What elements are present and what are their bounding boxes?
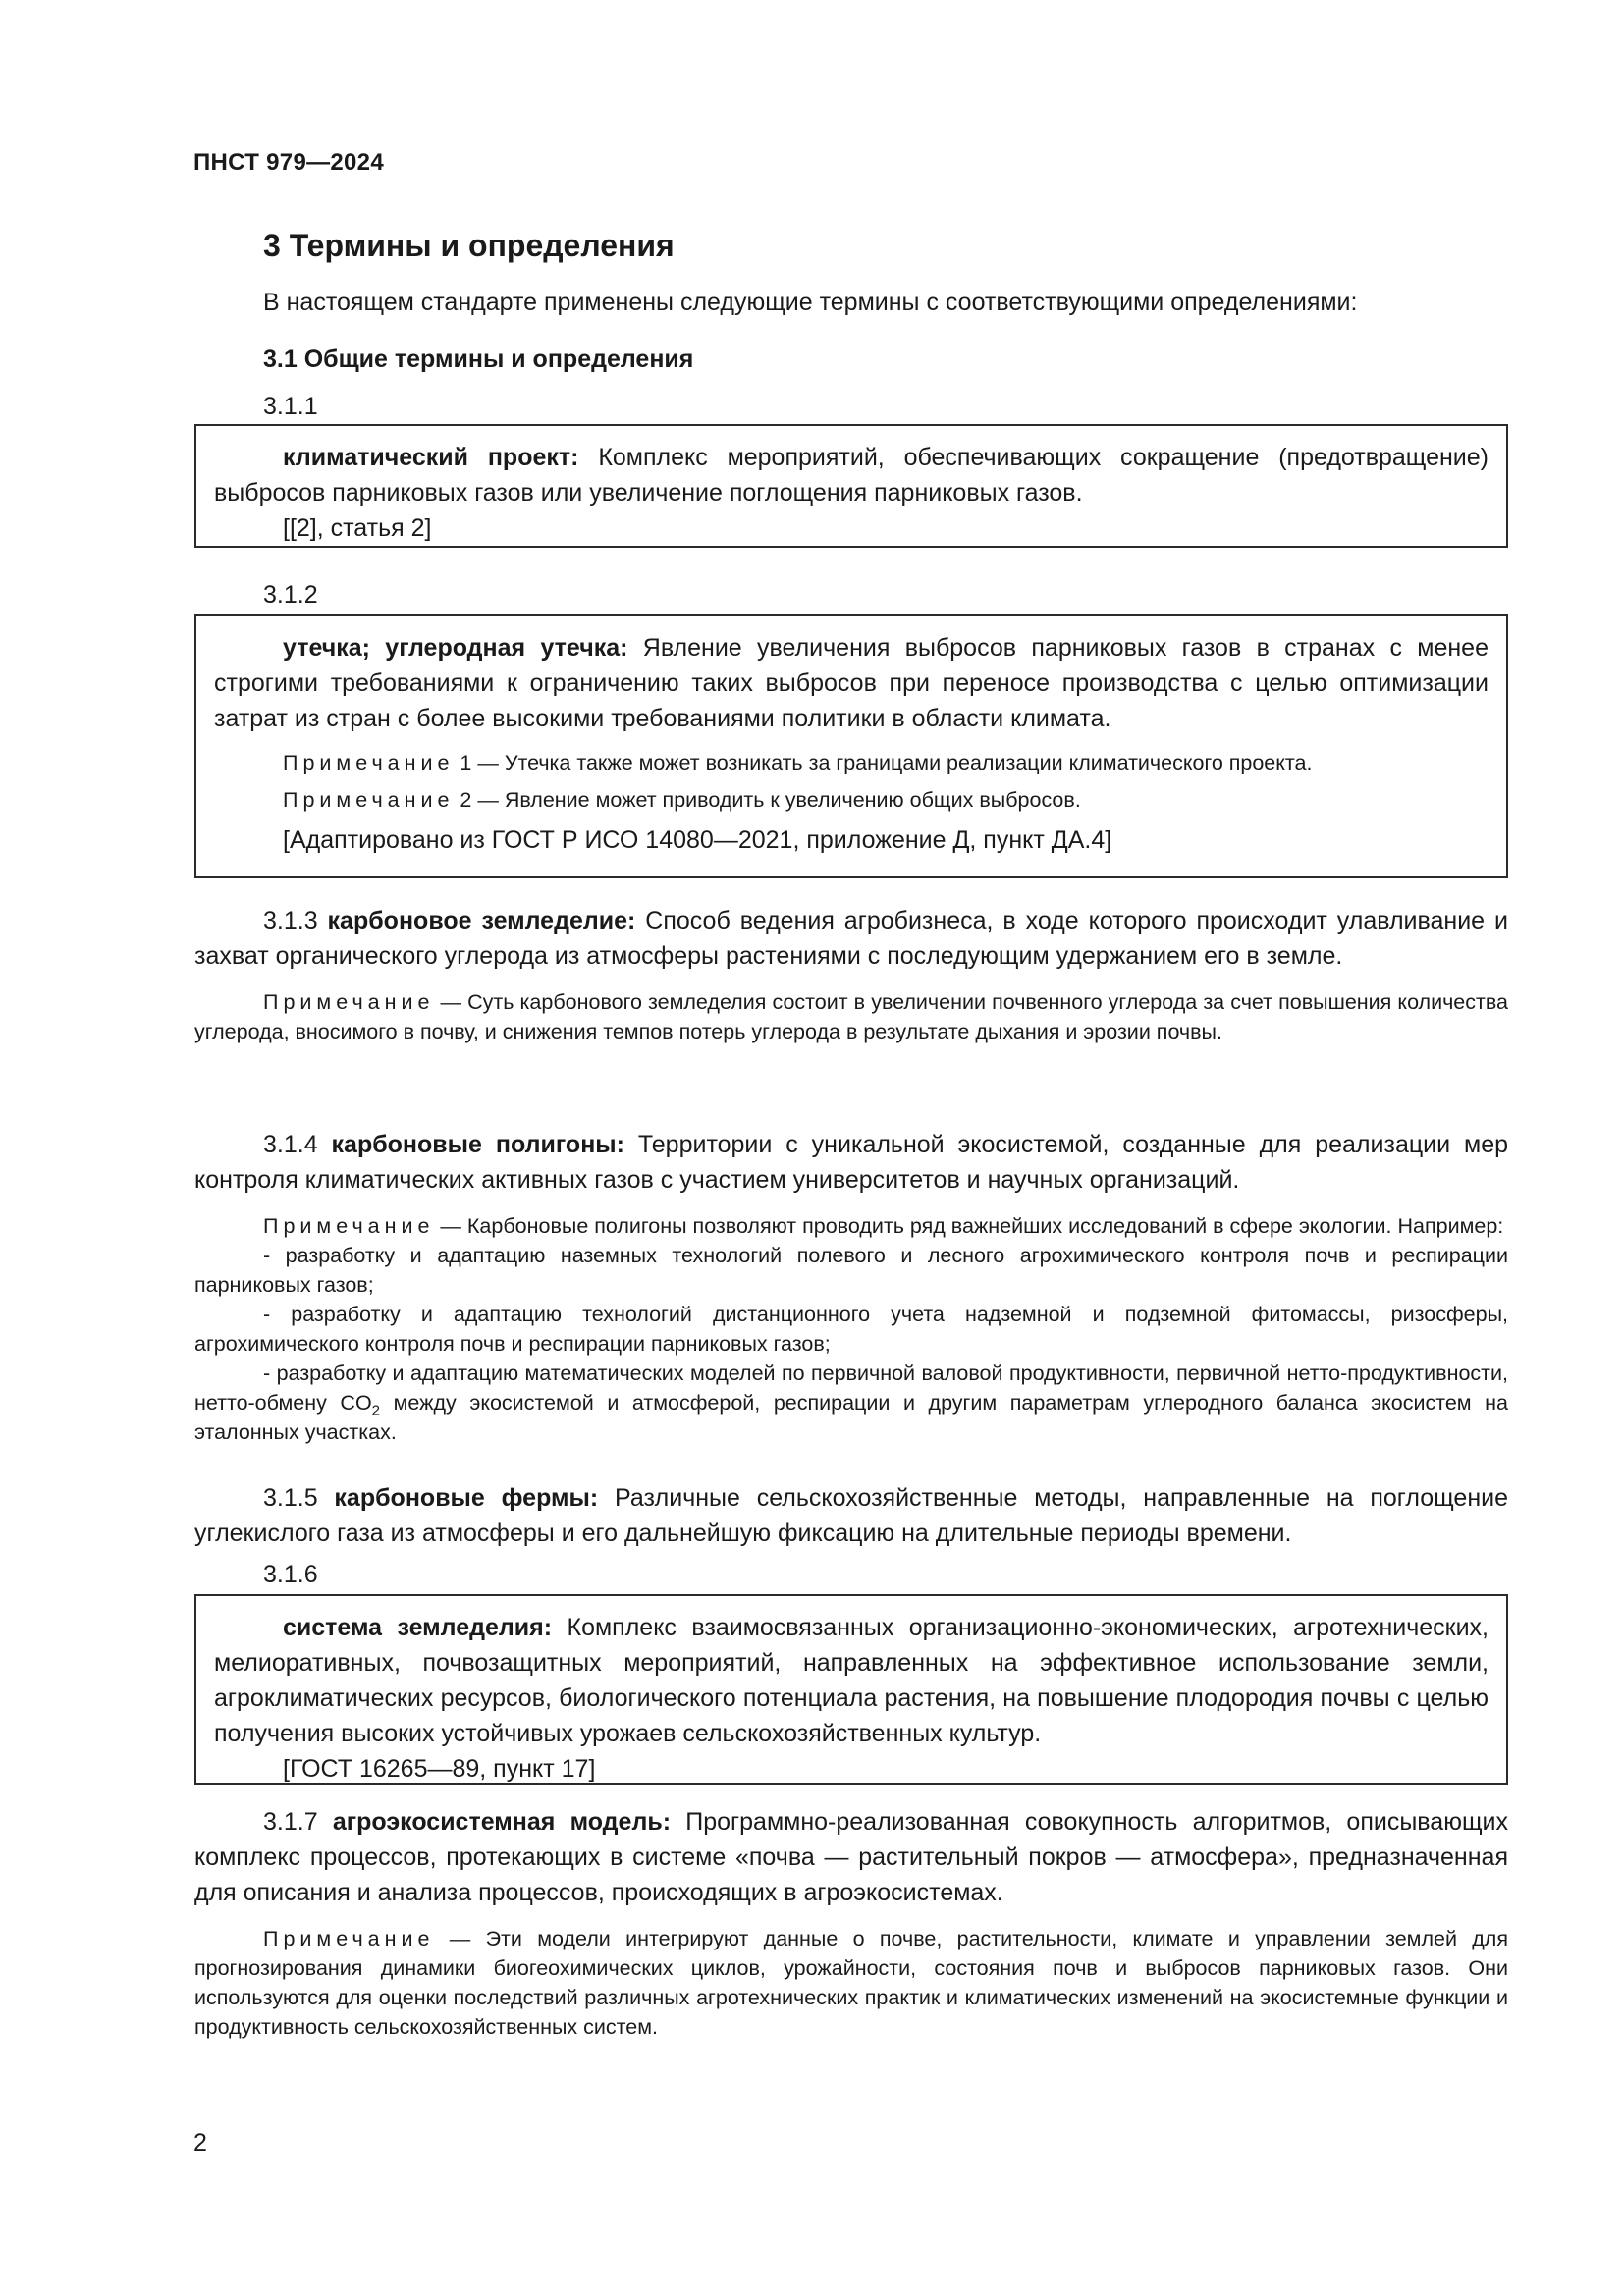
document-code: ПНСТ 979—2024 (193, 149, 384, 176)
note-label: Примечание (263, 990, 435, 1014)
term-source: [Адаптировано из ГОСТ Р ИСО 14080—2021, приложение Д, пункт ДА.4] (283, 827, 1112, 854)
term-number: 3.1.5 (263, 1484, 318, 1512)
term-definition (214, 630, 1489, 736)
subscript: 2 (371, 1402, 381, 1419)
note-label: Примечание (263, 1927, 435, 1950)
subsection-title: 3.1 Общие термины и определения (263, 346, 694, 373)
term-box-3-1-1 (194, 424, 1508, 548)
term-3-1-4 (194, 1127, 1508, 1447)
term-name: климатический проект: (283, 444, 579, 471)
note-text: 2 — Явление может приводить к увеличению общих выбросов. (454, 788, 1081, 812)
term-name: утечка; углеродная утечка: (283, 634, 628, 662)
term-3-1-3 (194, 903, 1508, 1046)
definition-text: Территории с уникальной экосистемой, созданные для реализации мер контроля климатических активных газов с участием университетов и научных организаций. (194, 1131, 1509, 1194)
term-number: 3.1.3 (263, 907, 318, 934)
definition-text: Комплекс мероприятий, обеспечивающих сокращение (предотвращение) выбросов парниковых газов или увеличение поглощения парниковых газов. (214, 444, 1489, 507)
note-label: Примечание (283, 751, 455, 774)
term-name: карбоновые фермы: (334, 1484, 599, 1512)
note-2 (214, 785, 1489, 815)
term-number-3-1-2: 3.1.2 (263, 581, 318, 609)
definition-text: Различные сельскохозяйственные методы, направленные на поглощение углекислого газа из атмосферы и его дальнейшую фиксацию на длительные периоды времени. (194, 1484, 1508, 1547)
definition-text: Комплекс взаимосвязанных организационно-экономических, агротехнических, мелиоративных, почвозащитных мероприятий, направленных на эффективное использование земли, агроклиматических ресурсов, биологического потенциала растения, на повышение плодородия почвы с целью получения высоких устойчивых урожаев сельскохозяйственных культур. (214, 1614, 1489, 1747)
section-title: 3 Термины и определения (263, 228, 675, 263)
list-item (194, 1359, 1508, 1447)
note-label: Примечание (283, 788, 455, 812)
term-note (194, 1211, 1508, 1241)
note-text: — Карбоновые полигоны позволяют проводить ряд важнейших исследований в сфере экологии. Например: (434, 1214, 1504, 1238)
note-text: 1 — Утечка также может возникать за границами реализации климатического проекта. (454, 751, 1313, 774)
note-text: — Суть карбонового земледелия состоит в увеличении почвенного углерода за счет повышения количества углерода, вносимого в почву, и снижения темпов потерь углерода в результате дыхания и эрозии почвы. (194, 990, 1508, 1043)
term-definition (194, 1480, 1508, 1551)
term-name: агроэкосистемная модель: (332, 1808, 672, 1836)
term-box-3-1-6 (194, 1594, 1508, 1785)
note-label: Примечание (263, 1214, 435, 1238)
term-number: 3.1.7 (263, 1808, 318, 1836)
definition-text: Способ ведения агробизнеса, в ходе которого происходит улавливание и захват органического углерода из атмосферы растениями с последующим удержанием его в земле. (194, 907, 1508, 970)
term-definition (194, 903, 1508, 974)
list-item: - разработку и адаптацию технологий дистанционного учета надземной и подземной фитомассы, ризосферы, агрохимического контроля почв и респирации парниковых газов; (194, 1303, 1508, 1356)
term-number-3-1-6: 3.1.6 (263, 1561, 318, 1588)
term-box-3-1-2 (194, 614, 1508, 878)
list-item-text: - разработку и адаптацию математических моделей по первичной валовой продуктивности, первичной нетто-продуктивности, нетто-обмену CO (194, 1362, 1508, 1415)
term-name: карбоновое земледелие: (327, 907, 636, 934)
term-definition (214, 1610, 1489, 1751)
term-3-1-5 (194, 1480, 1508, 1551)
term-source: [[2], статья 2] (283, 514, 432, 542)
term-number: 3.1.4 (263, 1131, 318, 1158)
page-number: 2 (193, 2129, 207, 2157)
definition-text: Явление увеличения выбросов парниковых газов в странах с менее строгими требованиями к ограничению таких выбросов при переносе производства с целью оптимизации затрат из стран с более высокими требованиями политики в области климата. (214, 634, 1489, 732)
term-name: система земледелия: (283, 1614, 553, 1641)
term-number-3-1-1: 3.1.1 (263, 393, 318, 420)
term-note (194, 1924, 1508, 2042)
term-definition (194, 1804, 1508, 1910)
list-item-text: между экосистемой и атмосферой, респирации и другим параметрам углеродного баланса экосистем на эталонных участках. (194, 1391, 1508, 1444)
note-text: — Эти модели интегрируют данные о почве, растительности, климате и управлении землей для прогнозирования динамики биогеохимических циклов, урожайности, состояния почв и выбросов парниковых газов. Они используются для оценки последствий различных агротехнических практик и климатических изменений на экосистемные функции и продуктивность сельскохозяйственных систем. (194, 1927, 1508, 2039)
term-definition (214, 440, 1489, 510)
term-source: [ГОСТ 16265—89, пункт 17] (283, 1755, 596, 1783)
list-item: - разработку и адаптацию наземных технологий полевого и лесного агрохимического контроля почв и респирации парниковых газов; (194, 1244, 1508, 1297)
note-1 (214, 748, 1489, 777)
term-definition (194, 1127, 1508, 1198)
term-note (194, 988, 1508, 1046)
term-name: карбоновые полигоны: (331, 1131, 624, 1158)
section-intro: В настоящем стандарте применены следующие термины с соответствующими определениями: (263, 289, 1358, 316)
definition-text: Программно-реализованная совокупность алгоритмов, описывающих комплекс процессов, протекающих в системе «почва — растительный покров — атмосфера», предназначенная для описания и анализа процессов, происходящих в агроэкосистемах. (194, 1808, 1508, 1906)
term-3-1-7 (194, 1804, 1508, 2042)
